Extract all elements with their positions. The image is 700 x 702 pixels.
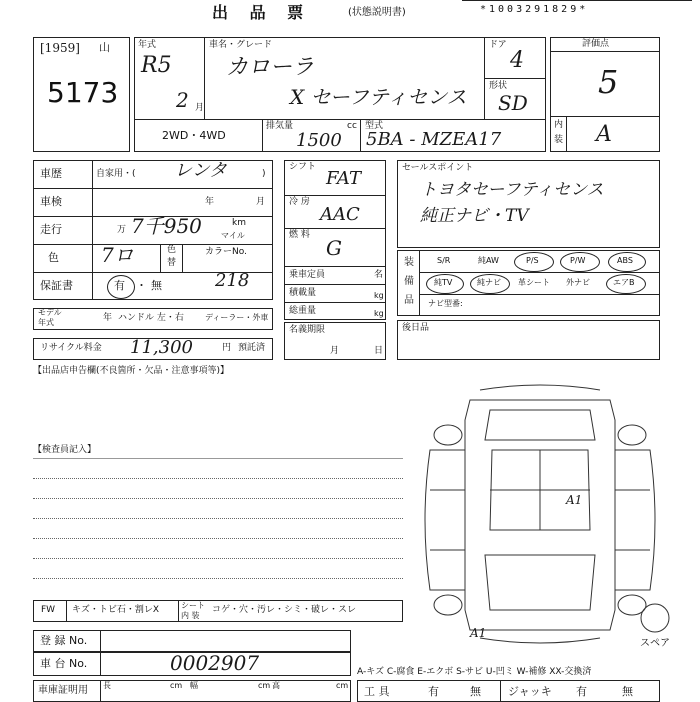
year-era-value: R5 [141,53,172,78]
warranty-yes: 有 [114,279,125,292]
jack-label: ジャッキ [508,685,552,698]
post-delivery-label: 後日品 [402,323,430,333]
shape-value: SD [498,91,528,115]
chassis-label: 車 台 No. [40,657,88,670]
handle-label: ハンドル 左・右 [118,313,184,323]
equip-ps: P/S [526,256,539,265]
interior-label-2: 装 [554,135,564,145]
mileage-man: 万 [117,225,127,235]
recycle-label: リサイクル料金 [40,343,102,353]
interior-label-1: 内 [554,120,564,130]
sales-point-line-2: 純正ナビ・TV [420,206,529,226]
color-change-label-1: 色 [167,245,177,255]
equip-tv: 純TV [434,278,453,287]
form-subtitle: (状態説明書) [348,7,406,18]
lot-tag-suffix: 山 [99,41,110,54]
inspection-month-unit: 月 [256,197,266,207]
cert-dim-length: 長 [103,681,111,690]
inspection-year-unit: 年 [205,197,215,207]
lot-tag: [1959] [40,41,80,55]
door-label: ドア [489,40,507,50]
warranty-label: 保証書 [40,279,73,292]
shift-label: シフト [289,162,317,172]
dealer-label: ディーラー・外車 [205,313,269,322]
jack-no: 無 [622,685,633,698]
year-month-unit: 月 [195,103,205,113]
lot-number: 5173 [47,76,119,109]
fuel-label: 燃 料 [289,230,310,240]
spare-label: スペア [640,638,670,649]
cert-dim-height: 高 [272,681,280,690]
tools-yes: 有 [428,685,439,698]
jack-yes: 有 [576,685,587,698]
weight-label: 総重量 [289,306,317,316]
model-year-label-1: モデル [38,308,62,317]
capacity-unit: 名 [374,270,384,280]
color-value: 7ロ [101,243,134,267]
year-label: 年式 [138,40,157,50]
contract-label: 名義期限 [289,325,326,335]
equip-leather: 革シート [518,278,550,287]
equip-pw: P/W [570,256,586,265]
chassis-value: 0002907 [170,651,260,675]
grade-value: X セーフティセンス [290,85,467,109]
notes-header: 【出品店申告欄(不良箇所・欠品・注意事項等)】 [33,366,230,376]
displacement-label: 排気量 [266,121,294,131]
contract-month-unit: 月 [330,346,340,356]
load-label: 積載量 [289,288,317,298]
inspector-header: 【検査員記入】 [33,445,97,455]
displacement-value: 1500 [296,130,342,151]
history-label: 車歴 [40,167,62,180]
equipment-label-1: 装 [404,257,414,268]
recycle-value: 11,300 [130,337,193,358]
equip-airbag-circle [606,274,646,294]
fw-items: キズ・トビ石・割レX [72,605,159,615]
car-name-value: カローラ [226,55,315,80]
registration-label: 登 録 No. [40,634,88,647]
equip-navi: 純ナビ [477,278,501,287]
damage-legend: A-キズ C-腐食 E-エクボ S-サビ U-凹ミ W-補修 XX-交換済 [357,667,592,677]
contract-day-unit: 日 [374,346,384,356]
aircon-label: 冷 房 [289,197,310,207]
capacity-label: 乗車定員 [289,270,326,280]
navi-model-label: ナビ型番: [428,299,463,308]
score-value: 5 [598,63,619,101]
seat-label-2: 内 装 [181,611,200,620]
barcode-number: *1003291829* [480,4,589,15]
tools-label: 工 具 [364,685,390,698]
fuel-value: G [326,236,342,260]
equip-navi-circle [470,274,510,294]
sales-point-box [397,160,660,248]
equip-ps-circle [514,252,554,272]
fw-label: FW [41,605,56,615]
displacement-unit: cc [347,121,357,131]
warranty-sep: ・ [136,279,147,292]
form-title: 出 品 票 [212,3,312,22]
seat-label-1: シート [181,601,205,610]
color-no-label: カラーNo. [205,247,247,257]
shift-value: FAT [326,168,361,189]
history-value: レンタ [174,160,227,181]
mileage-label: 走行 [40,223,62,236]
color-label: 色 [48,251,59,264]
recycle-unit: 円 [222,343,232,353]
equip-abs-circle [608,252,646,272]
recycle-note: 預託済 [238,343,266,353]
score-label: 評価点 [582,39,610,49]
drive-label: 2WD・4WD [162,129,226,142]
equip-aw: 純AW [478,256,499,265]
equip-pw-circle [560,252,600,272]
model-code-label: 型式 [365,121,384,131]
model-year-label-2: 年式 [38,318,54,327]
model-label: 車名・グレード [209,40,273,50]
equip-tv-circle [426,274,464,294]
mileage-unit-km: km [232,218,246,228]
inspection-label: 車検 [40,195,62,208]
aircon-value: AAC [320,204,360,225]
mileage-value: 7千950 [131,214,202,238]
warranty-no: 無 [151,279,162,292]
history-options: 自家用・( [96,169,136,179]
tools-no: 無 [470,685,481,698]
color-no-value: 218 [215,270,250,291]
post-delivery-box [397,320,660,360]
sales-point-label: セールスポイント [402,163,474,173]
cert-label: 車庫証明用 [38,685,88,696]
shape-label: 形状 [489,81,508,91]
sales-point-line-1: トヨタセーフティセンス [420,180,604,200]
damage-mark-2: A1 [470,626,487,640]
cert-dim-height-unit: cm [336,681,349,690]
mileage-unit-mile: マイル [221,231,245,240]
door-value: 4 [510,48,524,73]
model-year-unit: 年 [103,313,113,323]
seat-items: コゲ・穴・汚レ・シミ・破レ・スレ [212,605,357,615]
equipment-label-3: 品 [404,295,414,306]
barcode-strip [462,0,692,1]
equip-sr: S/R [437,256,451,265]
interior-value: A [596,122,612,147]
equip-ext-navi: 外ナビ [566,278,590,287]
weight-unit: kg [374,309,384,318]
model-code-value: 5BA - MZEA17 [366,129,502,150]
damage-mark-1: A1 [566,493,583,507]
cert-dim-width-unit: cm [258,681,271,690]
cert-dim-width: 幅 [190,681,198,690]
year-month-value: 2 [176,88,189,112]
cert-dim-length-unit: cm [170,681,183,690]
equip-airbag: エアB [613,278,635,287]
load-unit: kg [374,291,384,300]
history-close: ) [262,169,266,179]
color-change-label-2: 替 [167,258,177,268]
equipment-label-2: 備 [404,276,414,287]
equip-abs: ABS [617,256,633,265]
car-damage-diagram [400,380,700,650]
